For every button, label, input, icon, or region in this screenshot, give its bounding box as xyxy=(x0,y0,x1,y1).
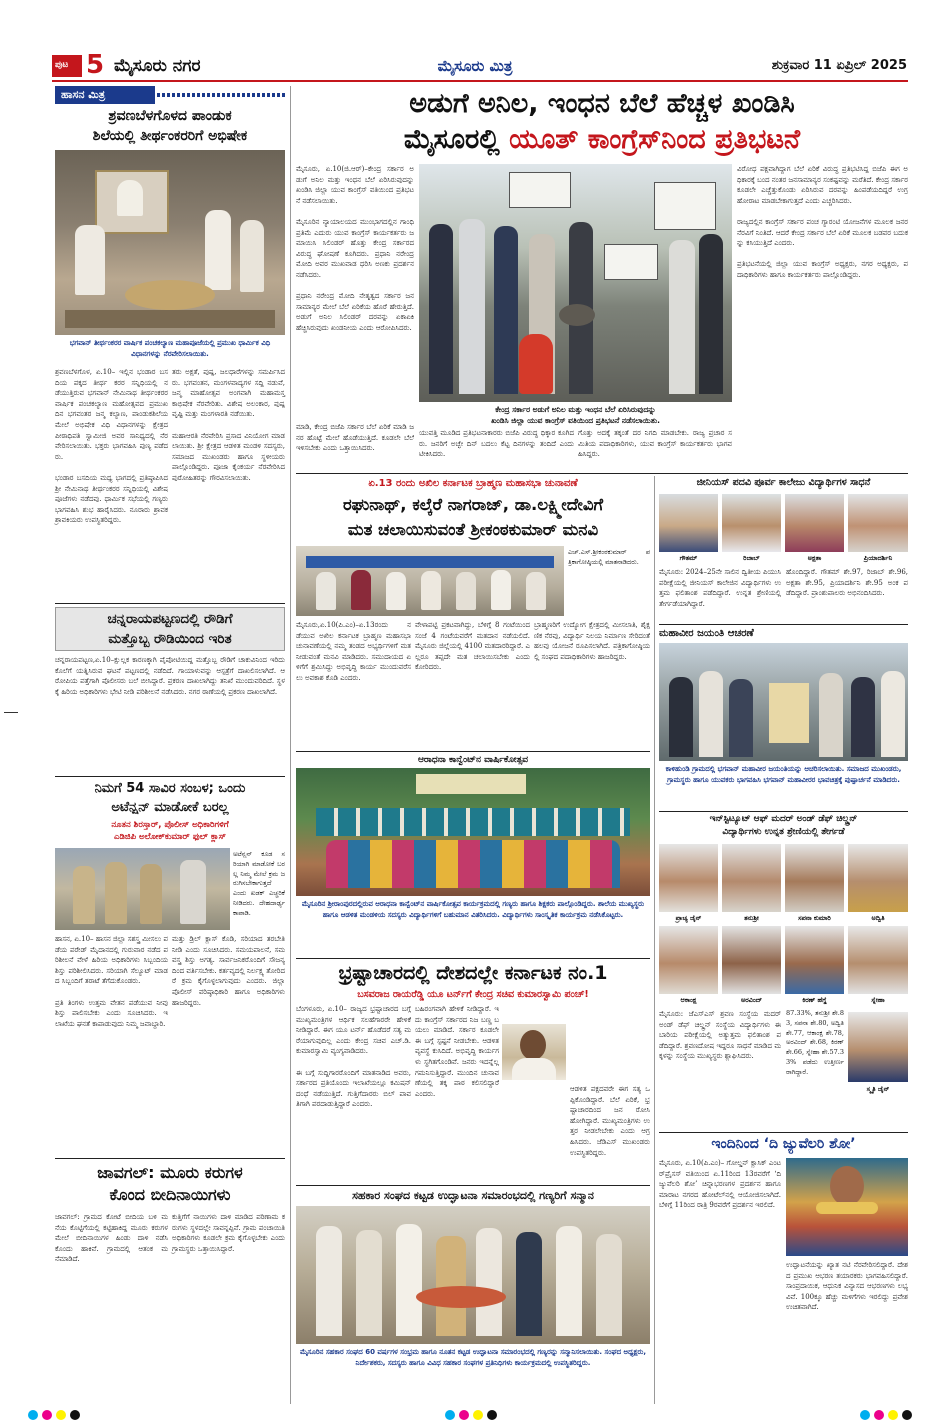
registration-marks xyxy=(0,1406,945,1424)
corruption-portrait xyxy=(502,1024,566,1080)
brahmin-headline-1: ರಘುನಾಥ್, ಕಲ್ಕೆರೆ ನಾಗರಾಜ್, ಡಾ.ಲಕ್ಷ್ಮೀದೇವಿಗೆ xyxy=(342,495,604,514)
institute-name-r2-1: ಆಕಾಂಕ್ಷ xyxy=(680,996,697,1004)
institute-photos-row1 xyxy=(659,844,908,924)
police-headline-1: ನಿಮಗೆ 54 ಸಾವಿರ ಸಂಬಳ; ಒಂದು xyxy=(94,781,246,796)
institute-photo-3 xyxy=(785,844,844,912)
brahmin-kicker: ಏ.13 ರಂದು ಅಖಿಲ ಕರ್ನಾಟಕ ಬ್ರಾಹ್ಮಣ ಮಹಾಸಭಾ ಚುನಾವಣೆ xyxy=(368,478,578,489)
lead-protest-photo xyxy=(419,164,732,402)
lead-left-col-b: ಮಾಡಿ, ಕೇಂದ್ರ ಬಿಜೆಪಿ ಸರ್ಕಾರ ಬೆಲೆ ಏರಿಕೆ ಮಾಡಿ ಜನರ ಹೊಟ್ಟೆ ಮೇಲೆ ಹೊಡೆಯುತ್ತಿದೆ. ಕೂಡಲೇ ಬೆಲೆ ಇಳಿಸಬೇಕು ಎಂದು ಒತ್ತಾಯಿಸಿದರು. xyxy=(296,423,417,453)
institute-photos-row2 xyxy=(659,926,908,1006)
institute-inset-photo xyxy=(848,1012,908,1082)
genius-name-4: ಪ್ರಿಯಾದರ್ಶಿನಿ xyxy=(863,554,893,562)
rowdy-headline-1: ಚನ್ನರಾಯಪಟ್ಟಣದಲ್ಲಿ ರೌಡಿಗೆ xyxy=(107,611,233,627)
page-number: 5 xyxy=(86,50,105,80)
hasana-body-col2: ತರು ಅಕ್ಷತೆ, ಪುಷ್ಪ, ಜಲಧಾರೆಗಳನ್ನು ಸಮರ್ಪಿಸಿದರು. ಭಗವಂತನ, ಮಂಗಳವಾದ್ಯಗಳ ಸದ್ದಿ ನಡುವೆ, ಜನ್ಮ ಮಾಹೋತ್ಸವ ಅಂಗವಾಗಿ ಮಹಾಮಸ್ತಕಾಭಿಷೇಕ ನೆರವೇರಿತು. ವಿಶೇಷ ಅಲಂಕಾರ, ಪುಷ್ಪವೃಷ್ಟಿ ಮತ್ತು ಮಂಗಳಾರತಿ ನಡೆಯಿತು. ಮಹಾಆರತಿ ನೆರವೇರಿಸಿ ಪ್ರಸಾದ ವಿನಿಯೋಗ ಮಾಡಲಾಯಿತು. ಶ್ರೀ ಕ್ಷೇತ್ರದ ಆಡಳಿತ ಮಂಡಳಿ ಸದಸ್ಯರು, ಸಮಾಜದ ಮುಖಂಡರು ಹಾಗೂ ಸ್ಥಳೀಯರು ಪಾಲ್ಗೊಂಡಿದ್ದರು. ಪೂಜಾ ಕೈಂಕರ್ಯ ನೆರವೇರಿಸಿದ ಪುರೋಹಿತರನ್ನು ಗೌರವಿಸಲಾಯಿತು. xyxy=(172,368,285,482)
dogs-body-col1: ಜಾವಗಲ್: ಗ್ರಾಮದ ಕೋಟೆ ಬೀದಿಯ ಬಳಿ ಮನೆಯ ಕೊಟ್ಟಿಗೆಯಲ್ಲಿ ಕಟ್ಟಿಹಾಕಿದ್ದ ಮೂರು ಕರುಗಳ ಮೇಲೆ ಬೀದಿನಾಯಿಗಳ ಹಿಂಡು ದಾಳಿ ನಡೆಸಿ ಕೊಂದು ಹಾಕಿವೆ. ಗ್ರಾಮದಲ್ಲಿ ಆತಂಕ ಮನೆಮಾಡಿದೆ. xyxy=(55,1213,171,1264)
lead-headline-1: ಅಡುಗೆ ಅನಿಲ, ಇಂಧನ ಬೆಲೆ ಹೆಚ್ಚಳ ಖಂಡಿಸಿ xyxy=(409,88,795,119)
corruption-body-col2: ಬಹಿರಂಗವಾಗಿ ಹೇಳಿಕೆ ನೀಡಿದ್ದಾರೆ. ಇದು ಕಾಂಗ್ರೆಸ್ ಸರ್ಕಾರದ ನಿಜ ಬಣ್ಣ ಬಯಲು ಮಾಡಿದೆ. ಸರ್ಕಾರ ಕೂಡಲೇ ಈ ಬಗ್ಗೆ ಸ್ಪಷ್ಟನೆ ನೀಡಬೇಕು. ಆಡಳಿತ ವ್ಯವಸ್ಥೆ ಕುಸಿದಿದೆ. ಅಭಿವೃದ್ಧಿ ಕಾರ್ಯಗಳು ಸ್ಥಗಿತಗೊಂಡಿವೆ. ಜನರು ಇದನ್ನೆಲ್ಲ ಗಮನಿಸುತ್ತಿದ್ದಾರೆ. ಮುಂದಿನ ಚುನಾವಣೆಯಲ್ಲಿ ತಕ್ಕ ಪಾಠ ಕಲಿಸಲಿದ್ದಾರೆ ಎಂದರು. xyxy=(415,1005,502,1098)
genius-name-2: ರಿಜಾಬ್ xyxy=(743,554,760,562)
page-label: ಪುಟ xyxy=(55,60,69,70)
margin-tick xyxy=(4,712,18,713)
corruption-body-col1: ಬೆಂಗಳೂರು, ಏ.10– ರಾಜ್ಯದ ಭ್ರಷ್ಟಾಚಾರದ ಬಗ್ಗೆ ಮುಖ್ಯಮಂತ್ರಿಗಳ ಆರ್ಥಿಕ ಸಲಹೆಗಾರರೇ ಹೇಳಿಕೆ ನೀಡಿದ್ದಾರೆ. ಈಗ ಯೂ ಟರ್ನ್ ಹೊಡೆದರೆ ಸತ್ಯ ಮರೆಯಾಗುವುದಿಲ್ಲ ಎಂದು ಕೇಂದ್ರ ಸಚಿವ ಎಚ್.ಡಿ.ಕುಮಾರಸ್ವಾಮಿ ವ್ಯಂಗ್ಯವಾಡಿದರು. ಈ ಬಗ್ಗೆ ಸುದ್ದಿಗಾರರೊಂದಿಗೆ ಮಾತನಾಡಿದ ಅವರು, ಸರ್ಕಾರದ ಪ್ರತಿಯೊಂದು ಇಲಾಖೆಯಲ್ಲೂ ಕಮಿಷನ್ ದಂಧೆ ನಡೆಯುತ್ತಿದೆ. ಗುತ್ತಿಗೆದಾರರು ಬಿಲ್ ಪಾವತಿಗಾಗಿ ಪರದಾಡುತ್ತಿದ್ದಾರೆ ಎಂದರು. xyxy=(296,1005,411,1109)
jewellery-body-col1: ಮೈಸೂರು, ಏ.10(ಪಿ.ಎಂ)– ಗೋಲ್ಡನ್ ಕ್ಲಾಸಿಕ್ ಎಂಟರ್‌ಪ್ರೈಸಸ್ ವತಿಯಿಂದ ಏ.11ರಿಂದ 13ರವರೆಗೆ ‘ದಿ ಜ್ಯುವೆಲರಿ ಶೋ’ ಚಿನ್ನಾಭರಣಗಳ ಪ್ರದರ್ಶನ ಹಾಗೂ ಮಾರಾಟ ನಗರದ ಹೋಟೆಲ್‌ನಲ್ಲಿ ಆಯೋಜಿಸಲಾಗಿದೆ. ಬೆಳಿಗ್ಗೆ 11ರಿಂದ ರಾತ್ರಿ 9ರವರೆಗೆ ಪ್ರದರ್ಶನ ಇರಲಿದೆ. xyxy=(659,1159,784,1210)
genius-name-1: ಗೌತಮ್ xyxy=(679,554,698,562)
institute-name-r2-2: ಅರವಿಂದ್ xyxy=(740,996,763,1004)
lead-mid-col-b: ಯುವತ್ತಿ ಮೂಡಿದ ಪ್ರತಿಭಟನಾಕಾರರು ಬಿಜೆಪಿ ವಿರುದ್ಧ ಧಿಕ್ಕಾರ ಕೂಗಿದರು. ಜನರಿಗೆ ಅಚ್ಛೇ ದಿನ್ ಬದಲು ಕೆಟ್ಟ ದಿನಗಳನ್ನು ತಂದಿದೆ ಎಂದು ಟೀಕಿಸಿದರು. xyxy=(419,429,577,459)
institute-body-col1: ಮೈಸೂರು: ಜೆಎಸ್‌ಎಸ್ ಶ್ರವಣ ಸಂಸ್ಥೆಯ ಮದರ್ ಅಂಡ್ ಡೆಫ್ ಚಿಲ್ಡ್ರನ್ ಸಂಸ್ಥೆಯ ವಿದ್ಯಾರ್ಥಿಗಳು ಈ ಬಾರಿಯ ಪರೀಕ್ಷೆಯಲ್ಲಿ ಅತ್ಯುತ್ತಮ ಫಲಿತಾಂಶ ಪಡೆದಿದ್ದಾರೆ. ಶ್ರವಣದೋಷ ಇದ್ದರೂ ಸಾಧನೆ ಮಾಡಿದ ಮಕ್ಕಳನ್ನು ಸಂಸ್ಥೆಯ ಮುಖ್ಯಸ್ಥರು ಶ್ಲಾಘಿಸಿದರು. xyxy=(659,1010,784,1061)
hasana-headline-2: ಶಿಲೆಯಲ್ಲಿ ತೀರ್ಥಂಕರರಿಗೆ ಅಭಿಷೇಕ xyxy=(92,128,248,144)
institute-photo-4 xyxy=(848,844,908,912)
institute-photo-1 xyxy=(659,844,718,912)
lead-right-col: ವಿರೋಧ ಪಕ್ಷವಾಗಿದ್ದಾಗ ಬೆಲೆ ಏರಿಕೆ ವಿರುದ್ಧ ಪ್ರತಿಭಟಿಸಿದ್ದ ಬಿಜೆಪಿ ಈಗ ಅಧಿಕಾರಕ್ಕೆ ಬಂದ ನಂತರ ಜನಸಾಮಾನ್ಯರ ಸಂಕಷ್ಟವನ್ನು ಮರೆತಿದೆ. ಕೇಂದ್ರ ಸರ್ಕಾರ ಕೂಡಲೇ ಎಚ್ಚೆತ್ತುಕೊಂಡು ಏರಿಸಿರುವ ದರವನ್ನು ಹಿಂಪಡೆಯದಿದ್ದರೆ ಉಗ್ರ ಹೋರಾಟ ಮಾಡಬೇಕಾಗುತ್ತದೆ ಎಂದು ಎಚ್ಚರಿಸಿದರು. ರಾಜ್ಯದಲ್ಲಿನ ಕಾಂಗ್ರೆಸ್ ಸರ್ಕಾರ ಪಂಚ ಗ್ಯಾರಂಟಿ ಯೋಜನೆಗಳ ಮೂಲಕ ಜನರ ನೆರವಿಗೆ ನಿಂತಿದೆ. ಆದರೆ ಕೇಂದ್ರ ಸರ್ಕಾರ ಬೆಲೆ ಏರಿಕೆ ಮೂಲಕ ಬಡವರ ಬದುಕನ್ನು ಕಸಿಯುತ್ತಿದೆ ಎಂದರು. ಪ್ರತಿಭಟನೆಯಲ್ಲಿ ಜಿಲ್ಲಾ ಯುವ ಕಾಂಗ್ರೆಸ್ ಅಧ್ಯಕ್ಷರು, ನಗರ ಅಧ್ಯಕ್ಷರು, ಪದಾಧಿಕಾರಿಗಳು ಹಾಗೂ ಕಾರ್ಯಕರ್ತರು ಪಾಲ್ಗೊಂಡಿದ್ದರು. xyxy=(737,165,908,279)
section-tag-hasana xyxy=(55,86,285,104)
institute-photo-8 xyxy=(848,926,908,994)
lead-headline-2 xyxy=(296,122,908,158)
corruption-body-col3: ಆಡಳಿತ ಪಕ್ಷದವರೇ ಈಗ ಸತ್ಯ ಒಪ್ಪಿಕೊಂಡಿದ್ದಾರೆ. ಬೆಲೆ ಏರಿಕೆ, ಭ್ರಷ್ಟಾಚಾರದಿಂದ ಜನ ರೋಸಿ ಹೋಗಿದ್ದಾರೆ. ಮುಖ್ಯಮಂತ್ರಿಗಳು ಉತ್ತರ ನೀಡಲೇಬೇಕು ಎಂದು ಆಗ್ರಹಿಸಿದರು. ಜೆಡಿಎಸ್ ಮುಖಂಡರು ಉಪಸ್ಥಿತರಿದ್ದರು. xyxy=(570,1085,653,1157)
corruption-sub: ಬಸವರಾಜ ರಾಯರೆಡ್ಡಿ ಯೂ ಟರ್ನ್‌ಗೆ ಕೇಂದ್ರ ಸಚಿವ ಕುಮಾರಸ್ವಾಮಿ ಪಂಚ್! xyxy=(357,989,589,1000)
masthead xyxy=(0,0,945,82)
institute-inset-name: ಸ್ಮೃತಿ ಜೈನ್ xyxy=(866,1085,890,1093)
section-title: ಮೈಸೂರು ನಗರ xyxy=(114,56,201,76)
institute-photo-5 xyxy=(659,926,718,994)
hasana-tag-text: ಹಾಸನ ಮಿತ್ರ xyxy=(61,88,106,101)
jewellery-photo xyxy=(786,1158,908,1256)
institute-photo-2 xyxy=(722,844,781,912)
aaradhana-caption: ಮೈಸೂರಿನ ಶ್ರೀರಾಂಪುರದಲ್ಲಿರುವ ಆರಾಧನಾ ಕಾನ್ವೆಂಟ್‌ನ ವಾರ್ಷಿಕೋತ್ಸವ ಕಾರ್ಯಕ್ರಮದಲ್ಲಿ ಗಣ್ಯರು ಹಾಗೂ ಶಿಕ್ಷಕರು ಪಾಲ್ಗೊಂಡಿದ್ದರು. ಶಾಲೆಯ ಮುಖ್ಯಸ್ಥರು ಹಾಗೂ ಆಡಳಿತ ಮಂಡಳಿಯ ಸದಸ್ಯರು ವಿದ್ಯಾರ್ಥಿಗಳಿಗೆ ಬಹುಮಾನ ವಿತರಿಸಿದರು. ವಿದ್ಯಾರ್ಥಿಗಳು ಸಾಂಸ್ಕೃತಿಕ ಕಾರ್ಯಕ್ರಮ ನಡೆಸಿಕೊಟ್ಟರು. xyxy=(301,900,647,919)
rowdy-body: ಚನ್ನರಾಯಪಟ್ಟಣ,ಏ.10–ಕ್ಷುಲ್ಲಕ ಕಾರಣಕ್ಕಾಗಿ ಪೈಪೋಟಿಯಿದ್ದ ಮತ್ತೊಬ್ಬ ರೌಡಿಗೆ ಚಾಕುವಿನಿಂದ ಇರಿದು ಕೊಲೆಗೆ ಯತ್ನಿಸಿರುವ ಘಟನೆ ಪಟ್ಟಣದಲ್ಲಿ ನಡೆದಿದೆ. ಗಾಯಾಳುವನ್ನು ಆಸ್ಪತ್ರೆಗೆ ದಾಖಲಿಸಲಾಗಿದೆ. ಆರೋಪಿಯ ಪತ್ತೆಗಾಗಿ ಪೊಲೀಸರು ಬಲೆ ಬೀಸಿದ್ದಾರೆ. ಪ್ರಕರಣ ದಾಖಲಾಗಿದ್ದು ತನಿಖೆ ಮುಂದುವರಿದಿದೆ. ಸ್ಥಳಕ್ಕೆ ಹಿರಿಯ ಅಧಿಕಾರಿಗಳು ಭೇಟಿ ನೀಡಿ ಪರಿಶೀಲನೆ ನಡೆಸಿದರು. ನಗರ ಠಾಣೆಯಲ್ಲಿ ಪ್ರಕರಣ ದಾಖಲಾಗಿದೆ. xyxy=(55,656,288,696)
institute-name-r1-2: ತನುಶ್ರೀ xyxy=(744,914,759,922)
aaradhana-tag: ಆರಾಧನಾ ಕಾನ್ವೆಂಟ್‌ನ ವಾರ್ಷಿಕೋತ್ಸವ xyxy=(417,755,529,765)
lead-headline-2b: ಯೂತ್ ಕಾಂಗ್ರೆಸ್‌ನಿಂದ ಪ್ರತಿಭಟನೆ xyxy=(509,124,801,155)
mahaveera-caption: ಕಾಳಿಹುಂಡಿ ಗ್ರಾಮದಲ್ಲಿ ಭಗವಾನ್ ಮಹಾವೀರ ಜಯಂತಿಯನ್ನು ಆಚರಿಸಲಾಯಿತು. ಸಮಾಜದ ಮುಖಂಡರು, ಗ್ರಾಮಸ್ಥರು ಹಾಗೂ ಯುವಕರು ಭಾಗವಹಿಸಿ ಭಗವಾನ್ ಮಹಾವೀರರ ಭಾವಚಿತ್ರಕ್ಕೆ ಪುಷ್ಪಾರ್ಚನೆ ಮಾಡಿದರು. xyxy=(665,765,904,784)
sahakara-caption: ಮೈಸೂರಿನ ಸಹಕಾರ ಸಂಘದ 60 ವರ್ಷಗಳ ಸಂಭ್ರಮ ಹಾಗೂ ನೂತನ ಕಟ್ಟಡ ಉದ್ಘಾಟನಾ ಸಮಾರಂಭದಲ್ಲಿ ಗಣ್ಯರನ್ನು ಸನ್ಮಾನಿಸಲಾಯಿತು. ಸಂಘದ ಅಧ್ಯಕ್ಷರು, ನಿರ್ದೇಶಕರು, ಸದಸ್ಯರು ಹಾಗೂ ವಿವಿಧ ಸಹಕಾರ ಸಂಘಗಳ ಪ್ರತಿನಿಧಿಗಳು ಕಾರ್ಯಕ್ರಮದಲ್ಲಿ ಉಪಸ್ಥಿತರಿದ್ದರು. xyxy=(299,1348,649,1367)
police-headline-2: ಅಟೆನ್ಷನ್ ಮಾಡೋಕೆ ಬರಲ್ಲ xyxy=(111,800,229,815)
issue-date: ಶುಕ್ರವಾರ 11 ಏಪ್ರಿಲ್ 2025 xyxy=(771,58,907,73)
institute-photo-6 xyxy=(722,926,781,994)
brahmin-headline-2: ಮತ ಚಲಾಯಿಸುವಂತೆ ಶ್ರೀಕಂಠಕುಮಾರ್ ಮನವಿ xyxy=(347,520,599,539)
institute-body-col2: 87.33%, ತನುಶ್ರೀ ಶೇ.83, ಸಪನಾ ಶೇ.80, ಅದ್ವಿತಿ ಶೇ.77, ಆಕಾಂಕ್ಷ ಶೇ.78, ಅರವಿಂದ್ ಶೇ.68, ಕಿರಣ್ ಶೇ.66, ಸ್ನೇಹಾ ಶೇ.57.33% ಪಡೆದು ಉತ್ತೀರ್ಣರಾಗಿದ್ದಾರೆ. xyxy=(786,1009,847,1076)
dogs-headline-1: ಜಾವಗಲ್: ಮೂರು ಕರುಗಳ xyxy=(97,1163,243,1182)
jewellery-headline: ಇಂದಿನಿಂದ ‘ದಿ ಜ್ಯುವೆಲರಿ ಶೋ’ xyxy=(711,1136,856,1152)
lead-left-col: ಮೈಸೂರು, ಏ.10(ಜಿ.ಆರ್)–ಕೇಂದ್ರ ಸರ್ಕಾರ ಅಡುಗೆ ಅನಿಲ ಮತ್ತು ಇಂಧನ ಬೆಲೆ ಏರಿಸಿರುವುದನ್ನು ಖಂಡಿಸಿ ಜಿಲ್ಲಾ ಯುವ ಕಾಂಗ್ರೆಸ್ ವತಿಯಿಂದ ಪ್ರತಿಭಟನೆ ನಡೆಸಲಾಯಿತು. ಮೈಸೂರಿನ ನ್ಯಾಯಾಲಯದ ಮುಂಭಾಗದಲ್ಲಿನ ಗಾಂಧಿ ಪ್ರತಿಮೆ ಎದುರು ಯುವ ಕಾಂಗ್ರೆಸ್ ಕಾರ್ಯಕರ್ತರು ಜಮಾಯಿಸಿ ಸಿಲಿಂಡರ್ ಹೊತ್ತು ಕೇಂದ್ರ ಸರ್ಕಾರದ ವಿರುದ್ಧ ಘೋಷಣೆ ಕೂಗಿದರು. ಪ್ರಧಾನಿ ನರೇಂದ್ರ ಮೋದಿ ಅವರ ಮುಖವಾಡ ಧರಿಸಿ ಅಣಕು ಪ್ರದರ್ಶನ ನಡೆಸಿದರು. ಪ್ರಧಾನಿ ನರೇಂದ್ರ ಮೋದಿ ನೇತೃತ್ವದ ಸರ್ಕಾರ ಜನಸಾಮಾನ್ಯರ ಮೇಲೆ ಬೆಲೆ ಏರಿಕೆಯ ಹೊರೆ ಹೇರುತ್ತಿದೆ. ಅಡುಗೆ ಅನಿಲ ಸಿಲಿಂಡರ್ ದರವನ್ನು ಏಕಾಏಕಿ ಹೆಚ್ಚಿಸಿರುವುದು ಖಂಡನೀಯ ಎಂದು ಆರೋಪಿಸಿದರು. xyxy=(296,165,414,332)
institute-name-r2-3: ಕಿರಣ್ ಹೆಗ್ಡೆ xyxy=(802,996,827,1004)
jewellery-body-col2: ಉದ್ಘಾಟನೆಯನ್ನು ಖ್ಯಾತ ನಟಿ ನೆರವೇರಿಸಲಿದ್ದಾರೆ. ದೇಶದ ಪ್ರಮುಖ ಆಭರಣ ತಯಾರಕರು ಭಾಗವಹಿಸಲಿದ್ದಾರೆ. ಸಾಂಪ್ರದಾಯಿಕ, ಆಧುನಿಕ ವಿನ್ಯಾಸದ ಆಭರಣಗಳು ಲಭ್ಯವಿವೆ. 100ಕ್ಕೂ ಹೆಚ್ಚು ಮಳಿಗೆಗಳು ಇರಲಿದ್ದು ಪ್ರವೇಶ ಉಚಿತವಾಗಿದೆ. xyxy=(786,1261,911,1312)
institute-name-r1-1: ಪ್ರಾಚ್ಯ ಜೈನ್ xyxy=(675,914,702,922)
aaradhana-photo xyxy=(296,768,650,896)
brahmin-photo-side: ಎಚ್.ಎಸ್.ಶ್ರೀಕಂಠಕುಮಾರ್ ಪತ್ರಿಕಾಗೋಷ್ಠಿಯಲ್ಲಿ ಮಾತನಾಡಿದರು. xyxy=(568,548,650,566)
police-side-text: ಅಟೆನ್ಷನ್ ಕೂಡ ಸರಿಯಾಗಿ ಮಾಡೋಕೆ ಬರಲ್ಲ ನಿಮ್ಮ ಮೇಲೆ ಕ್ರಮ ಜರುಗಿಸಬೇಕಾಗುತ್ತದೆ ಎಂದು ಖಡಕ್ ಎಚ್ಚರಿಕೆ ನೀಡಿದರು. ದೇಹದಾರ್ಢ್ಯ ಕಾಪಾಡಿ. xyxy=(233,850,288,917)
corruption-headline: ಭ್ರಷ್ಟಾಚಾರದಲ್ಲಿ ದೇಶದಲ್ಲೇ ಕರ್ನಾಟಕ ನಂ.1 xyxy=(338,962,608,984)
dogs-headline-2: ಕೊಂದ ಬೀದಿನಾಯಿಗಳು xyxy=(109,1185,231,1204)
genius-body-col2: ಹೊಂದಿದ್ದಾರೆ. ಗೌತಮ್ ಶೇ.97, ರಿಜಾಬ್ ಶೇ.96, ಅಕ್ಷತಾ ಶೇ.95, ಪ್ರಿಯಾದರ್ಶಿನಿ ಶೇ.95 ಅಂಕ ಪಡೆದಿದ್ದಾರೆ. ಪ್ರಾಂಶುಪಾಲರು ಅಭಿನಂದಿಸಿದರು. xyxy=(786,568,911,598)
police-body-col2: ಮತ್ತು ಡ್ರಿಲ್ ಕ್ಲಾಸ್ ಕೊಡಿ, ಸರಿಯಾದ ತರಬೇತಿ ನೀಡಿ ಎಂದು ಸೂಚಿಸಿದರು. ಸಮಯಪಾಲನೆ, ಸಮವಸ್ತ್ರ ಶಿಸ್ತು ಅಗತ್ಯ. ಸಾರ್ವಜನಿಕರೊಂದಿಗೆ ಸೌಜನ್ಯದಿಂದ ವರ್ತಿಸಬೇಕು. ಕರ್ತವ್ಯದಲ್ಲಿ ನಿರ್ಲಕ್ಷ್ಯ ತೋರಿದರೆ ಕ್ರಮ ಕೈಗೊಳ್ಳಲಾಗುವುದು ಎಂದರು. ಜಿಲ್ಲಾ ಪೊಲೀಸ್ ವರಿಷ್ಠಾಧಿಕಾರಿ ಹಾಗೂ ಅಧಿಕಾರಿಗಳು ಹಾಜರಿದ್ದರು. xyxy=(172,935,288,1007)
genius-body-col1: ಮೈಸೂರು: 2024–25ನೇ ಸಾಲಿನ ದ್ವಿತೀಯ ಪಿಯುಸಿ ಪರೀಕ್ಷೆಯಲ್ಲಿ ಜೀನಿಯಸ್ ಕಾಲೇಜಿನ ವಿದ್ಯಾರ್ಥಿಗಳು ಉತ್ತಮ ಫಲಿತಾಂಶ ಪಡೆದಿದ್ದಾರೆ. ಉನ್ನತ ಶ್ರೇಣಿಯಲ್ಲಿ ತೇರ್ಗಡೆಯಾಗಿದ್ದಾರೆ. xyxy=(659,568,784,608)
brahmin-body-col2: ವೇಳಾಪಟ್ಟಿ ಪ್ರಕಟವಾಗಿದ್ದು, ಬೆಳಿಗ್ಗೆ 8 ಗಂಟೆಯಿಂದ ಸಂಜೆ 4 ಗಂಟೆಯವರೆಗೆ ಮತದಾನ ನಡೆಯಲಿದೆ. ಮೈಸೂರು ಜಿಲ್ಲೆಯಲ್ಲಿ 4100 ಮತದಾರರಿದ್ದಾರೆ. ಎಲ್ಲರೂ ತಪ್ಪದೇ ಮತ ಚಲಾಯಿಸಬೇಕು ಎಂದು ಕೋರಿದರು. xyxy=(415,621,533,672)
brahmin-body-col1: ಮೈಸೂರು,ಏ.10(ಪಿ.ಎಂ)–ಏ.13ರಂದು ನಡೆಯುವ ಅಖಿಲ ಕರ್ನಾಟಕ ಬ್ರಾಹ್ಮಣ ಮಹಾಸಭಾ ಚುನಾವಣೆಯಲ್ಲಿ ನಮ್ಮ ತಂಡದ ಅಭ್ಯರ್ಥಿಗಳಿಗೆ ಮತ ನೀಡುವಂತೆ ಮನವಿ ಮಾಡಿದರು. ಸಮುದಾಯದ ಏಳಿಗೆಗೆ ಶ್ರಮಿಸಿದ್ದು ಅಭಿವೃದ್ಧಿ ಕಾರ್ಯ ಮುಂದುವರೆಸಲು ಅವಕಾಶ ಕೊಡಿ ಎಂದರು. xyxy=(296,621,414,682)
corruption-body-col2b xyxy=(502,1084,566,1182)
hasana-body-col1: ಶ್ರವಣಬೆಳಗೊಳ, ಏ.10– ಇಲ್ಲಿನ ಭಂಡಾರ ಬಸದಿಯ ಪಕ್ಕದ ತೀರ್ಥ ಕರರ ಸನ್ನಿಧಿಯಲ್ಲಿ ನಡೆಯುತ್ತಿರುವ ಭಗವಾನ್ ನೇಮಿನಾಥ ತೀರ್ಥಂಕರರ ವಾರ್ಷಿಕ ಪಂಚಕಲ್ಯಾಣ ಮಹೋತ್ಸವದ ಪ್ರಮುಖ ದಿನ ಭಗವಂತರ ಜನ್ಮ ಕಲ್ಯಾಣ, ಪಾಂಡುಕಶಿಲೆಯ ಮೇಲೆ ಅಭಿಷೇಕ ವಿಧಿ ವಿಧಾನಗಳನ್ನು ಕ್ಷೇತ್ರದ ಪೀಠಾಧಿಪತಿ ಸ್ವಾಮೀಜಿ ಅವರ ಸಾನಿಧ್ಯದಲ್ಲಿ ನೆರವೇರಿಸಲಾಯಿತು. ಭಕ್ತರು ಭಾಗವಹಿಸಿ ಪುಣ್ಯ ಪಡೆದರು. ಭಂಡಾರ ಬಸದಿಯ ಮಧ್ಯ ಭಾಗದಲ್ಲಿ ಪ್ರತಿಷ್ಠಾಪಿಸಿದ ಶ್ರೀ ನೇಮಿನಾಥ ತೀರ್ಥಂಕರರ ಸನ್ನಿಧಿಯಲ್ಲಿ ವಿಶೇಷ ಪೂಜೆಗಳು ನಡೆದವು. ಧಾರ್ಮಿಕ ಸಭೆಯಲ್ಲಿ ಗಣ್ಯರು ಭಾಗವಹಿಸಿ ಶುಭ ಹಾರೈಸಿದರು. ನೂರಾರು ಶ್ರಾವಕ ಶ್ರಾವಕಿಯರು ಉಪಸ್ಥಿತರಿದ್ದರು. xyxy=(55,368,168,525)
mahaveera-headline: ಮಹಾವೀರ ಜಯಂತಿ ಆಚರಣೆ xyxy=(659,628,754,639)
institute-name-r2-4: ಸ್ನೇಹಾ xyxy=(871,996,885,1004)
rowdy-headline-2: ಮತ್ತೊಬ್ಬ ರೌಡಿಯಿಂದ ಇರಿತ xyxy=(108,631,232,647)
hasana-caption: ಭಗವಾನ್ ತೀರ್ಥಂಕರರ ವಾರ್ಷಿಕ ಪಂಚಕಲ್ಯಾಣ ಮಹಾಪೂಜೆಯಲ್ಲಿ ಪ್ರಮುಖ ಧಾರ್ಮಿಕ ವಿಧಿ ವಿಧಾನಗಳನ್ನು ನೆರವೇರಿಸಲಾಯಿತು. xyxy=(69,339,271,358)
genius-photo-4 xyxy=(848,494,908,552)
genius-photo-3 xyxy=(785,494,844,552)
genius-name-3: ಅಕ್ಷತಾ xyxy=(807,554,822,562)
brahmin-body-col3: ಬ್ರಾಹ್ಮಣರಿಗೆ ಉದ್ಯೋಗ ಕ್ಷೇತ್ರದಲ್ಲಿ ಮೀಸಲಾತಿ, ಶೈಕ್ಷಣಿಕ ನೆರವು, ವಿದ್ಯಾರ್ಥಿ ನಿಲಯ ನಿರ್ಮಾಣ ಸೇರಿದಂತೆ ಹಲವು ಯೋಜನೆ ರೂಪಿಸಲಾಗಿದೆ. ಪತ್ರಿಕಾಗೋಷ್ಠಿಯಲ್ಲಿ ಸಂಘದ ಪದಾಧಿಕಾರಿಗಳು ಹಾಜರಿದ್ದರು. xyxy=(534,621,653,661)
institute-photo-7 xyxy=(785,926,844,994)
lead-photo-caption-1: ಕೇಂದ್ರ ಸರ್ಕಾರ ಅಡುಗೆ ಅನಿಲ ಮತ್ತು ಇಂಧನ ಬೆಲೆ ಏರಿಸಿರುವುದನ್ನು xyxy=(495,405,656,414)
institute-name-r1-4: ಅದ್ವಿತಿ xyxy=(871,914,885,922)
genius-headline: ಜೀನಿಯಸ್ ಪದವಿ ಪೂರ್ವ ಕಾಲೇಜು ವಿದ್ಯಾರ್ಥಿಗಳ ಸಾಧನೆ xyxy=(696,477,871,488)
lead-right-col-b: ಗೊತ್ತು ಅದಕ್ಕೆ ತಕ್ಕಂತೆ ದರ ನಿಗದಿ ಮಾಡಬೇಕು. ರಾಜ್ಯ ಪ್ರಚಾರ ಸಮಿತಿಯ ಪದಾಧಿಕಾರಿಗಳು, ಯುವ ಕಾಂಗ್ರೆಸ್ ಕಾರ್ಯಕರ್ತರು ಭಾಗವಹಿಸಿದ್ದರು. xyxy=(578,429,732,459)
genius-photo-2 xyxy=(722,494,781,552)
institute-headline-2: ವಿದ್ಯಾರ್ಥಿಗಳು ಉನ್ನತ ಶ್ರೇಣಿಯಲ್ಲಿ ತೇರ್ಗಡೆ xyxy=(722,827,845,837)
hasana-photo xyxy=(55,150,285,335)
police-photo xyxy=(55,848,230,930)
sahakara-photo xyxy=(296,1206,650,1344)
lead-photo-caption-2: ಖಂಡಿಸಿ ಜಿಲ್ಲಾ ಯುವ ಕಾಂಗ್ರೆಸ್ ವತಿಯಿಂದ ಪ್ರತಿಭಟನೆ ನಡೆಸಲಾಯಿತು. xyxy=(491,416,660,425)
police-sub-1: ನೂತನ ಶಿರಸ್ತಾರ್, ಪೊಲೀಸ್ ಅಧಿಕಾರಿಗಳಿಗೆ xyxy=(111,820,229,830)
dogs-body-col2: ಕುತ್ತಿಗೆಗೆ ನಾಯಿಗಳು ದಾಳಿ ಮಾಡಿದ ಪರಿಣಾಮ ಕರುಗಳು ಸ್ಥಳದಲ್ಲೇ ಸಾವನ್ನಪ್ಪಿವೆ. ಗ್ರಾಮ ಪಂಚಾಯಿತಿ ಅಧಿಕಾರಿಗಳು ಕೂಡಲೇ ಕ್ರಮ ಕೈಗೊಳ್ಳಬೇಕು ಎಂದು ಗ್ರಾಮಸ್ಥರು ಒತ್ತಾಯಿಸಿದ್ದಾರೆ. xyxy=(172,1213,288,1253)
brahmin-photo xyxy=(296,546,564,616)
sahakara-headline: ಸಹಕಾರ ಸಂಘದ ಕಟ್ಟಡ ಉದ್ಘಾಟನಾ ಸಮಾರಂಭದಲ್ಲಿ ಗಣ್ಯರಿಗೆ ಸನ್ಮಾನ xyxy=(352,1189,594,1202)
mahaveera-photo xyxy=(659,643,908,761)
hasana-headline-1: ಶ್ರವಣಬೆಳಗೊಳದ ಪಾಂಡುಕ xyxy=(108,108,232,124)
lead-headline-2a: ಮೈಸೂರಲ್ಲಿ xyxy=(403,124,510,155)
paper-name: ಮೈಸೂರು ಮಿತ್ರ xyxy=(437,57,513,75)
institute-name-r1-3: ಸಪನಾ ಕುಮಾರಿ xyxy=(798,914,831,922)
police-body-col1: ಹಾಸನ, ಏ.10– ಹಾಸನ ಜಿಲ್ಲಾ ಸಶಸ್ತ್ರ ಮೀಸಲು ಪಡೆಯ ಪರೇಡ್ ಮೈದಾನದಲ್ಲಿ ಗುರುವಾರ ನಡೆದ ಪರಿಶೀಲನೆ ವೇಳೆ ಹಿರಿಯ ಅಧಿಕಾರಿಗಳು ಸಿಬ್ಬಂದಿಯ ಶಿಸ್ತು ಪರಿಶೀಲಿಸಿದರು. ಸರಿಯಾಗಿ ಸೆಲ್ಯೂಟ್ ಮಾಡದ ಸಿಬ್ಬಂದಿಗೆ ತರಾಟೆ ತೆಗೆದುಕೊಂಡರು. ಪ್ರತಿ ತಿಂಗಳು ಉತ್ತಮ ವೇತನ ಪಡೆಯುವ ನೀವು ಶಿಸ್ತು ಪಾಲಿಸಬೇಕು ಎಂದು ಸೂಚಿಸಿದರು. ಇಲಾಖೆಯ ಘನತೆ ಕಾಪಾಡುವುದು ನಿಮ್ಮ ಜವಾಬ್ದಾರಿ. xyxy=(55,935,168,1028)
genius-photos xyxy=(659,494,908,564)
institute-headline-1: ಇನ್‌ಸ್ಟಿಟ್ಯೂಟ್ ಆಫ್ ಮದರ್ ಅಂಡ್ ಡೆಫ್ ಚಿಲ್ಡ್ರನ್ xyxy=(709,814,858,824)
police-sub-2: ಎಡಿಜಿಪಿ ಅಲೋಕ್‌ಕುಮಾರ್ ಫುಲ್ ಕ್ಲಾಸ್ xyxy=(114,832,226,842)
genius-photo-1 xyxy=(659,494,718,552)
header-divider xyxy=(52,80,908,82)
